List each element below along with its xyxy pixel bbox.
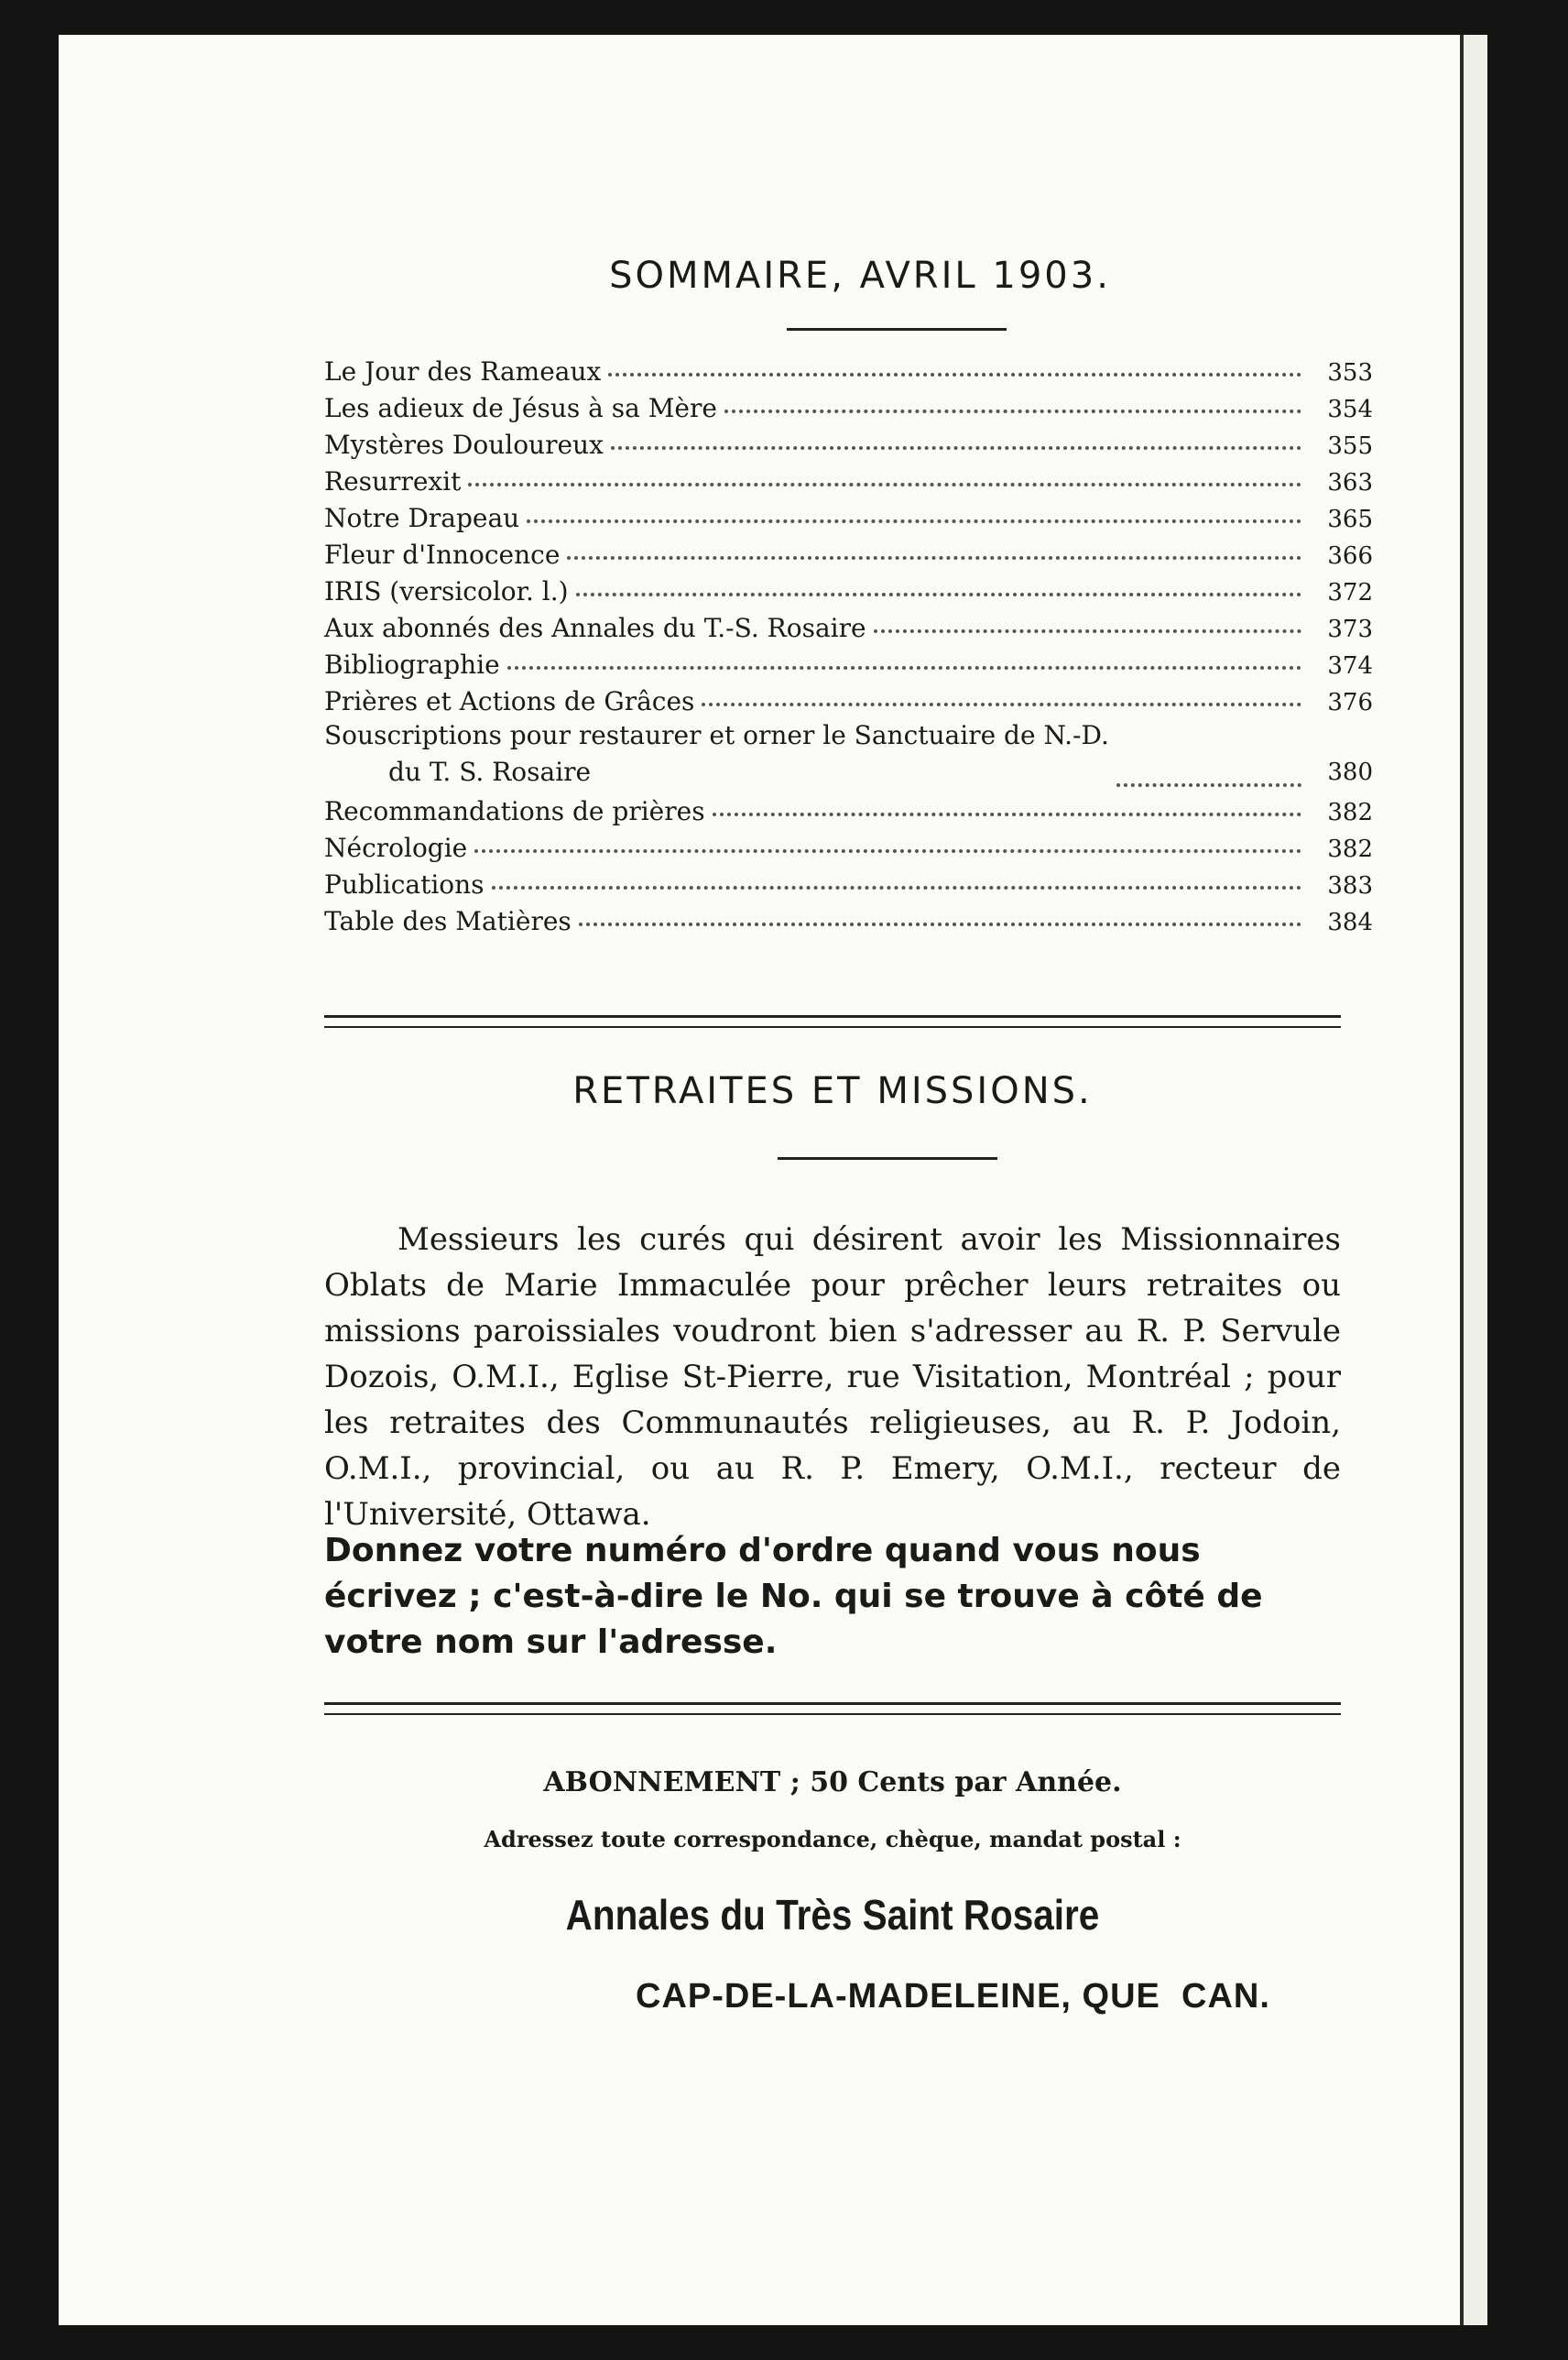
toc-leader-dots [527,494,1301,523]
toc-entry-title: Fleur d'Innocence [324,540,561,570]
toc-entry-page: 353 [1327,359,1373,387]
toc-entry-title: Le Jour des Rameaux [324,356,602,387]
toc-leader-dots [474,824,1301,853]
correspondence-line: Adressez toute correspondance, chèque, mandat postal : [484,1826,1181,1852]
toc-leader-dots [567,530,1301,560]
toc-entry [324,901,1373,937]
toc-leader-dots [507,640,1301,670]
toc-leader-dots [492,860,1301,890]
toc-entry-page: 372 [1327,579,1373,606]
toc-entry-page: 384 [1327,909,1373,936]
toc-entry [324,827,1373,864]
toc-entry-title: Les adieux de Jésus à sa Mère [324,393,717,423]
publication-address: CAP-DE-LA-MADELEINE, QUE CAN. [636,1977,1270,2016]
toc-entry-page: 366 [1327,542,1373,570]
toc-leader-dots [874,604,1301,633]
toc-entry-title: Aux abonnés des Annales du T.-S. Rosaire [324,613,866,643]
toc-entry-title: Bibliographie [324,650,500,680]
toc-entry [324,717,1373,791]
toc-entry [324,388,1373,424]
toc-entry-page: 374 [1327,652,1373,680]
toc-leader-dots [702,677,1301,706]
retraites-paragraph: Messieurs les curés qui désirent avoir les Missionnaires Oblats de Marie Immaculée pour prêcher leurs retraites ou missions paroissiales voudront bien s'adresser au R. P. Servule Dozois, O.M.I., Eglise St-Pierre, rue Visitation, Montréal ; pour les retraites des Communautés religieuses, au R. P. Jodoin, O.M.I., provincial, ou au R. P. Emery, O.M.I., recteur de l'Université, Ottawa. [324,1221,1341,1533]
toc-entry-page: 373 [1327,616,1373,643]
toc-entry-page: 380 [1327,759,1373,786]
toc-entry-page: 376 [1327,689,1373,716]
toc-entry-page: 354 [1327,396,1373,423]
toc-entry-title: Resurrexit [324,466,462,497]
toc-entry-title-line2: du T. S. Rosaire [388,757,592,787]
toc-entry [324,864,1373,901]
toc-entry-page: 365 [1327,506,1373,533]
page-edge [1460,35,1487,2325]
toc-leader-dots [468,457,1301,486]
toc-entry-title: Publications [324,869,485,900]
toc-leader-dots [576,567,1301,596]
toc-entry [324,424,1373,461]
toc-entry-title: Prières et Actions de Grâces [324,686,695,716]
section-divider [324,1015,1341,1028]
heading-rule [778,1157,997,1160]
toc-entry [324,644,1373,681]
toc-entry [324,607,1373,644]
sommaire-heading: SOMMAIRE, AVRIL 1903. [609,255,1111,297]
toc-entry-title: Table des Matières [324,906,572,936]
toc-entry [324,571,1373,607]
toc-entry-page: 383 [1327,872,1373,900]
toc-leader-dots [611,421,1301,450]
table-of-contents [324,351,1373,937]
toc-entry [324,351,1373,388]
publication-name: Annales du Très Saint Rosaire [565,1891,1100,1939]
toc-entry-title: Recommandations de prières [324,796,705,826]
document-page [59,35,1460,2325]
toc-leader-dots [579,897,1301,926]
toc-entry-page: 382 [1327,836,1373,863]
toc-entry [324,461,1373,497]
toc-leader-dots [1116,758,1301,787]
toc-leader-dots [724,384,1301,413]
toc-entry-title: IRIS (versicolor. l.) [324,576,569,606]
toc-entry-page: 355 [1327,432,1373,460]
toc-entry [324,681,1373,717]
toc-entry-page: 363 [1327,469,1373,497]
toc-entry [324,497,1373,534]
toc-entry-title-line1: Souscriptions pour restaurer et orner le Sanctuaire de N.-D. [324,720,1109,750]
toc-leader-dots [713,787,1301,816]
toc-entry-title [324,717,1109,791]
toc-entry [324,534,1373,571]
toc-entry-title: Notre Drapeau [324,503,520,533]
toc-leader-dots [608,347,1301,377]
heading-rule [787,328,1007,331]
section-divider [324,1702,1341,1715]
retraites-heading: RETRAITES ET MISSIONS. [572,1070,1093,1112]
order-number-notice: Donnez votre numéro d'ordre quand vous nous écrivez ; c'est-à-dire le No. qui se trouve à côté de votre nom sur l'adresse. [324,1532,1263,1661]
toc-entry-page: 382 [1327,799,1373,826]
toc-entry [324,791,1373,827]
subscription-line: ABONNEMENT ; 50 Cents par Année. [543,1766,1122,1798]
toc-entry-title: Nécrologie [324,833,468,863]
toc-entry-title: Mystères Douloureux [324,430,604,460]
